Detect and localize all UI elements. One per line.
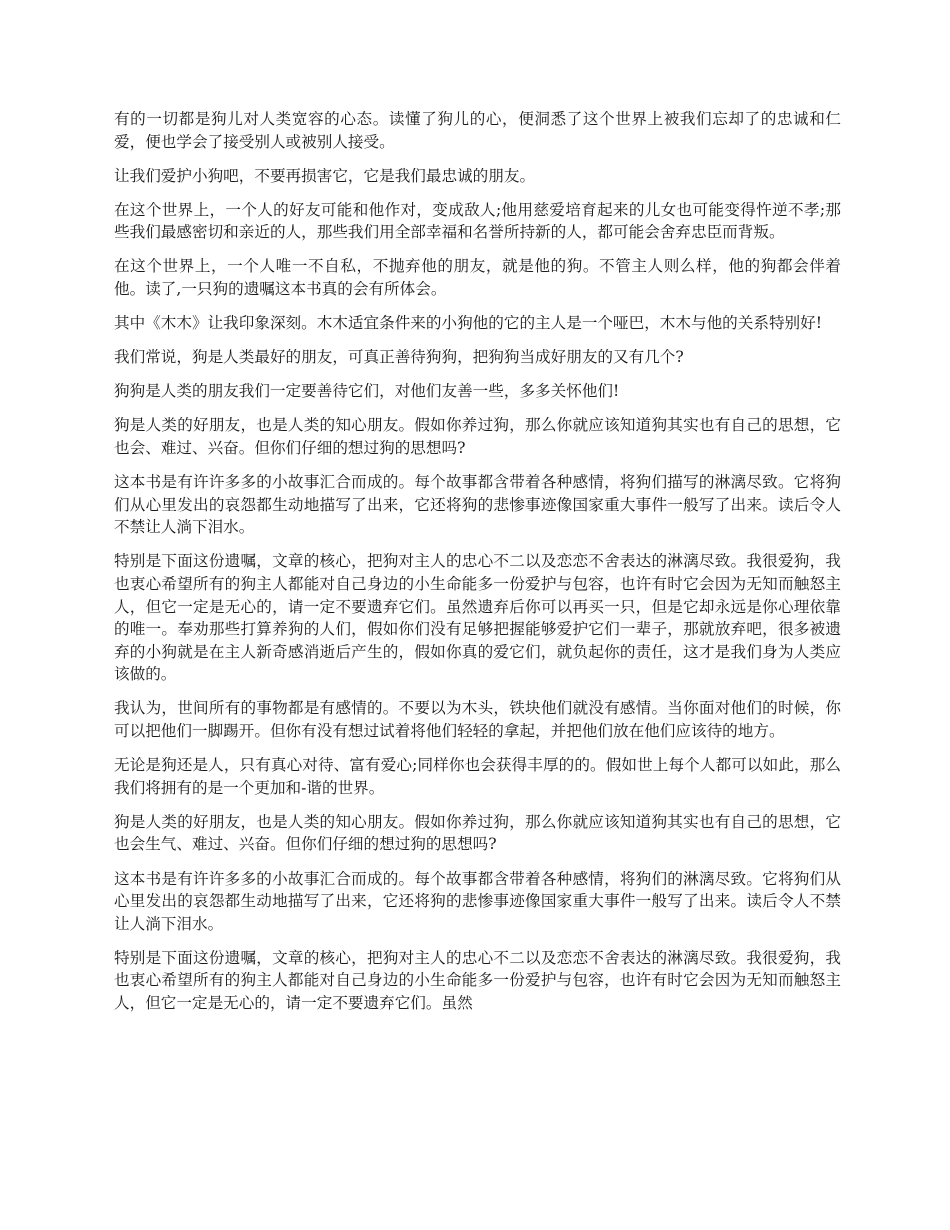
- paragraph-6: 我们常说，狗是人类最好的朋友，可真正善待狗狗，把狗狗当成好朋友的又有几个?: [114, 348, 684, 367]
- paragraph-14: 这本书是有许许多多的小故事汇合而成的。每个故事都含带着各种感情，将狗们的淋漓尽致。它将狗们从心里发出的哀怨都生动地描写了出来，它还将狗的悲惨事迹像国家重大事件一般写了出来。读后令人不禁让人淌下泪水。: [114, 869, 841, 933]
- paragraph-12: 无论是狗还是人，只有真心对待、富有爱心;同样你也会获得丰厚的的。假如世上每个人都可以如此，那么我们将拥有的是一个更加和-谐的世界。: [114, 756, 841, 797]
- paragraph-10: 特别是下面这份遗嘱，文章的核心，把狗对主人的忠心不二以及恋恋不舍表达的淋漓尽致。我很爱狗，我也衷心希望所有的狗主人都能对自己身边的小生命能多一份爱护与包容，也许有时它会因为无知而触怒主人，但它一定是无心的，请一定不要遗弃它们。虽然遗弃后你可以再买一只，但是它却永远是你心理依靠的唯一。奉劝那些打算养狗的人们，假如你们没有足够把握能够爱护它们一辈子，那就放弃吧，很多被遗弃的小狗就是在主人新奇感消逝后产生的，假如你真的爱它们，就负起你的责任，这才是我们身为人类应该做的。: [114, 552, 841, 684]
- paragraph-8: 狗是人类的好朋友，也是人类的知心朋友。假如你养过狗，那么你就应该知道狗其实也有自己的思想，它也会、难过、兴奋。但你们仔细的想过狗的思想吗?: [114, 416, 841, 458]
- paragraph-11: 我认为，世间所有的事物都是有感情的。不要以为木头，铁块他们就没有感情。当你面对他们的时候，你可以把他们一脚踢开。但你有没有想过试着将他们轻轻的拿起，并把他们放在他们应该待的地方。: [114, 699, 841, 741]
- paragraph-4: 在这个世界上，一个人唯一不自私，不抛弃他的朋友，就是他的狗。不管主人则么样，他的狗都会伴着他。读了,一只狗的遗嘱这本书真的会有所体会。: [114, 257, 841, 299]
- paragraph-1: 有的一切都是狗儿对人类宽容的心态。读懂了狗儿的心，便洞悉了这个世界上被我们忘却了的忠诚和仁爱，便也学会了接受别人或被别人接受。: [114, 110, 841, 151]
- paragraph-3: 在这个世界上，一个人的好友可能和他作对，变成敌人;他用慈爱培育起来的儿女也可能变得忤逆不孝;那些我们最感密切和亲近的人，那些我们用全部幸福和名誉所持新的人，都可能会舍弃忠臣而背叛。: [114, 200, 841, 242]
- paragraph-13: 狗是人类的好朋友，也是人类的知心朋友。假如你养过狗，那么你就应该知道狗其实也有自己的思想，它也会生气、难过、兴奋。但你们仔细的想过狗的思想吗?: [114, 812, 841, 854]
- document-body: [114, 108, 841, 1026]
- paragraph-2: 让我们爱护小狗吧，不要再损害它，它是我们最忠诚的朋友。: [114, 166, 536, 185]
- paragraph-9: 这本书是有许许多多的小故事汇合而成的。每个故事都含带着各种感情，将狗们描写的淋漓尽致。它将狗们从心里发出的哀怨都生动地描写了出来，它还将狗的悲惨事迹像国家重大事件一般写了出来。读后令人不禁让人淌下泪水。: [114, 473, 841, 537]
- paragraph-7: 狗狗是人类的朋友我们一定要善待它们，对他们友善一些，多多关怀他们!: [114, 382, 620, 401]
- paragraph-15: 特别是下面这份遗嘱，文章的核心，把狗对主人的忠心不二以及恋恋不舍表达的淋漓尽致。我很爱狗，我也衷心希望所有的狗主人都能对自己身边的小生命能多一份爱护与包容，也许有时它会因为无知而触怒主人，但它一定是无心的，请一定不要遗弃它们。虽然: [114, 948, 841, 1012]
- paragraph-5: 其中《木木》让我印象深刻。木木适宜条件来的小狗他的它的主人是一个哑巴，木木与他的关系特别好!: [114, 314, 822, 333]
